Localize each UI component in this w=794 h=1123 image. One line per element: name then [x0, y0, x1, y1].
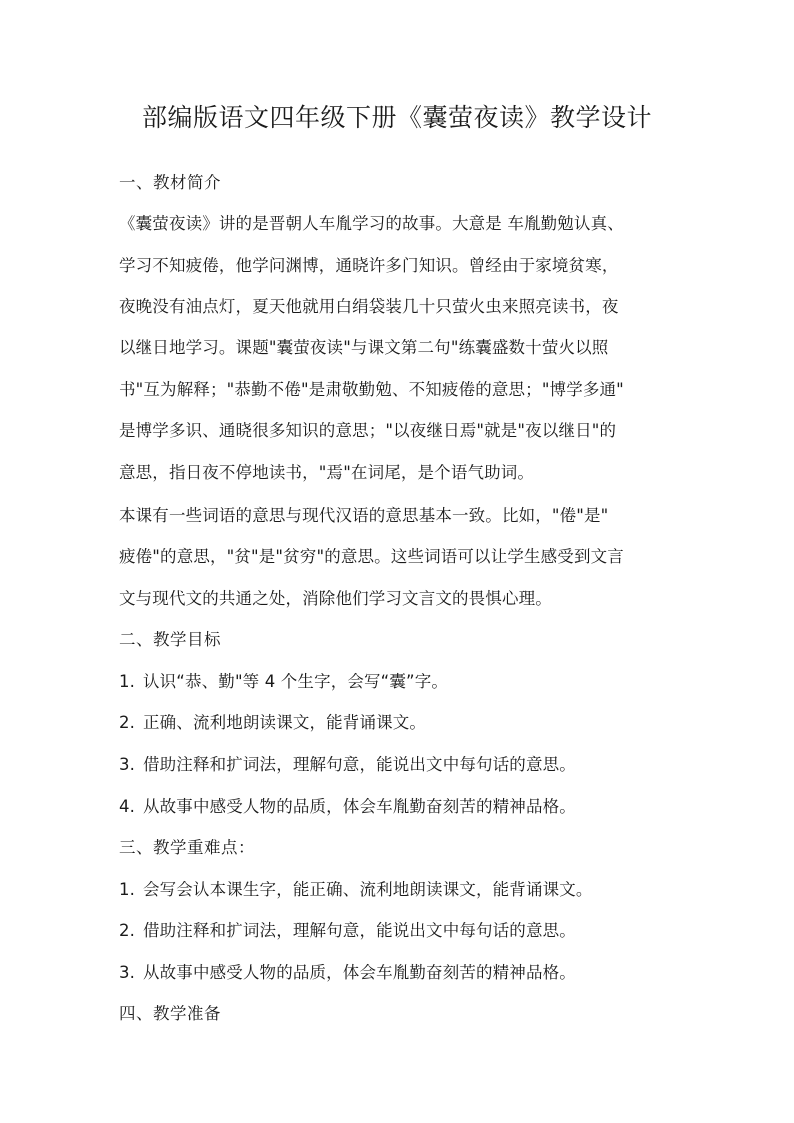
list-item-number: 1. — [119, 672, 136, 691]
paragraph-line: 学习不知疲倦，他学问渊博，通晓许多门知识。曾经由于家境贫寒， — [119, 256, 619, 275]
section-heading-preparation: 四、教学准备 — [119, 1004, 221, 1023]
list-item-number: 3. — [119, 755, 136, 774]
paragraph-line: 本课有一些词语的意思与现代汉语的意思基本一致。比如，"倦"是" — [119, 506, 609, 525]
list-item-number: 2. — [119, 713, 136, 732]
list-item-text: 从故事中感受人物的品质，体会车胤勤奋刻苦的精神品格。 — [143, 797, 576, 816]
list-item-number: 1. — [119, 880, 136, 899]
list-item-text: 认识“恭、勤"等 4 个生字，会写“囊”字。 — [143, 672, 449, 691]
paragraph-line: 书"互为解释；"恭勤不倦"是肃敬勤勉、不知疲倦的意思；"博学多通" — [119, 380, 624, 399]
paragraph-line: 文与现代文的共通之处，消除他们学习文言文的畏惧心理。 — [119, 589, 552, 608]
list-item — [119, 795, 576, 819]
paragraph-line: 疲倦"的意思，"贫"是"贫穷"的意思。这些词语可以让学生感受到文言 — [119, 547, 624, 566]
paragraph-line: 是博学多识、通晓很多知识的意思；"以夜继日焉"就是"夜以继日"的 — [119, 421, 617, 440]
paragraph-line: 《囊萤夜读》讲的是晋朝人车胤学习的故事。大意是 车胤勤勉认真、 — [119, 214, 624, 233]
list-item — [119, 753, 576, 777]
section-heading-intro: 一、教材简介 — [119, 173, 221, 192]
document-title: 部编版语文四年级下册《囊萤夜读》教学设计 — [141, 103, 652, 132]
list-item-text: 正确、流利地朗读课文，能背诵课文。 — [143, 713, 427, 732]
paragraph-line: 以继日地学习。课题"囊萤夜读"与课文第二句"练囊盛数十萤火以照 — [119, 338, 609, 357]
paragraph-line: 意思，指日夜不停地读书，"焉"在词尾，是个语气助词。 — [119, 463, 535, 482]
paragraph-line: 夜晚没有油点灯，夏天他就用白绢袋装几十只萤火虫来照亮读书，夜 — [119, 297, 619, 316]
list-item — [119, 919, 576, 943]
section-heading-objectives: 二、教学目标 — [119, 630, 221, 649]
list-item-number: 3. — [119, 963, 136, 982]
list-item — [119, 711, 426, 735]
list-item-text: 借助注释和扩词法，理解句意，能说出文中每句话的意思。 — [143, 755, 576, 774]
list-item — [119, 670, 448, 694]
list-item-number: 4. — [119, 797, 136, 816]
list-item-text: 从故事中感受人物的品质，体会车胤勤奋刻苦的精神品格。 — [143, 963, 576, 982]
section-heading-key-points: 三、教学重难点： — [119, 838, 255, 857]
list-item-text: 借助注释和扩词法，理解句意，能说出文中每句话的意思。 — [143, 921, 576, 940]
list-item-number: 2. — [119, 921, 136, 940]
list-item — [119, 878, 593, 902]
list-item-text: 会写会认本课生字，能正确、流利地朗读课文，能背诵课文。 — [143, 880, 593, 899]
list-item — [119, 961, 576, 985]
